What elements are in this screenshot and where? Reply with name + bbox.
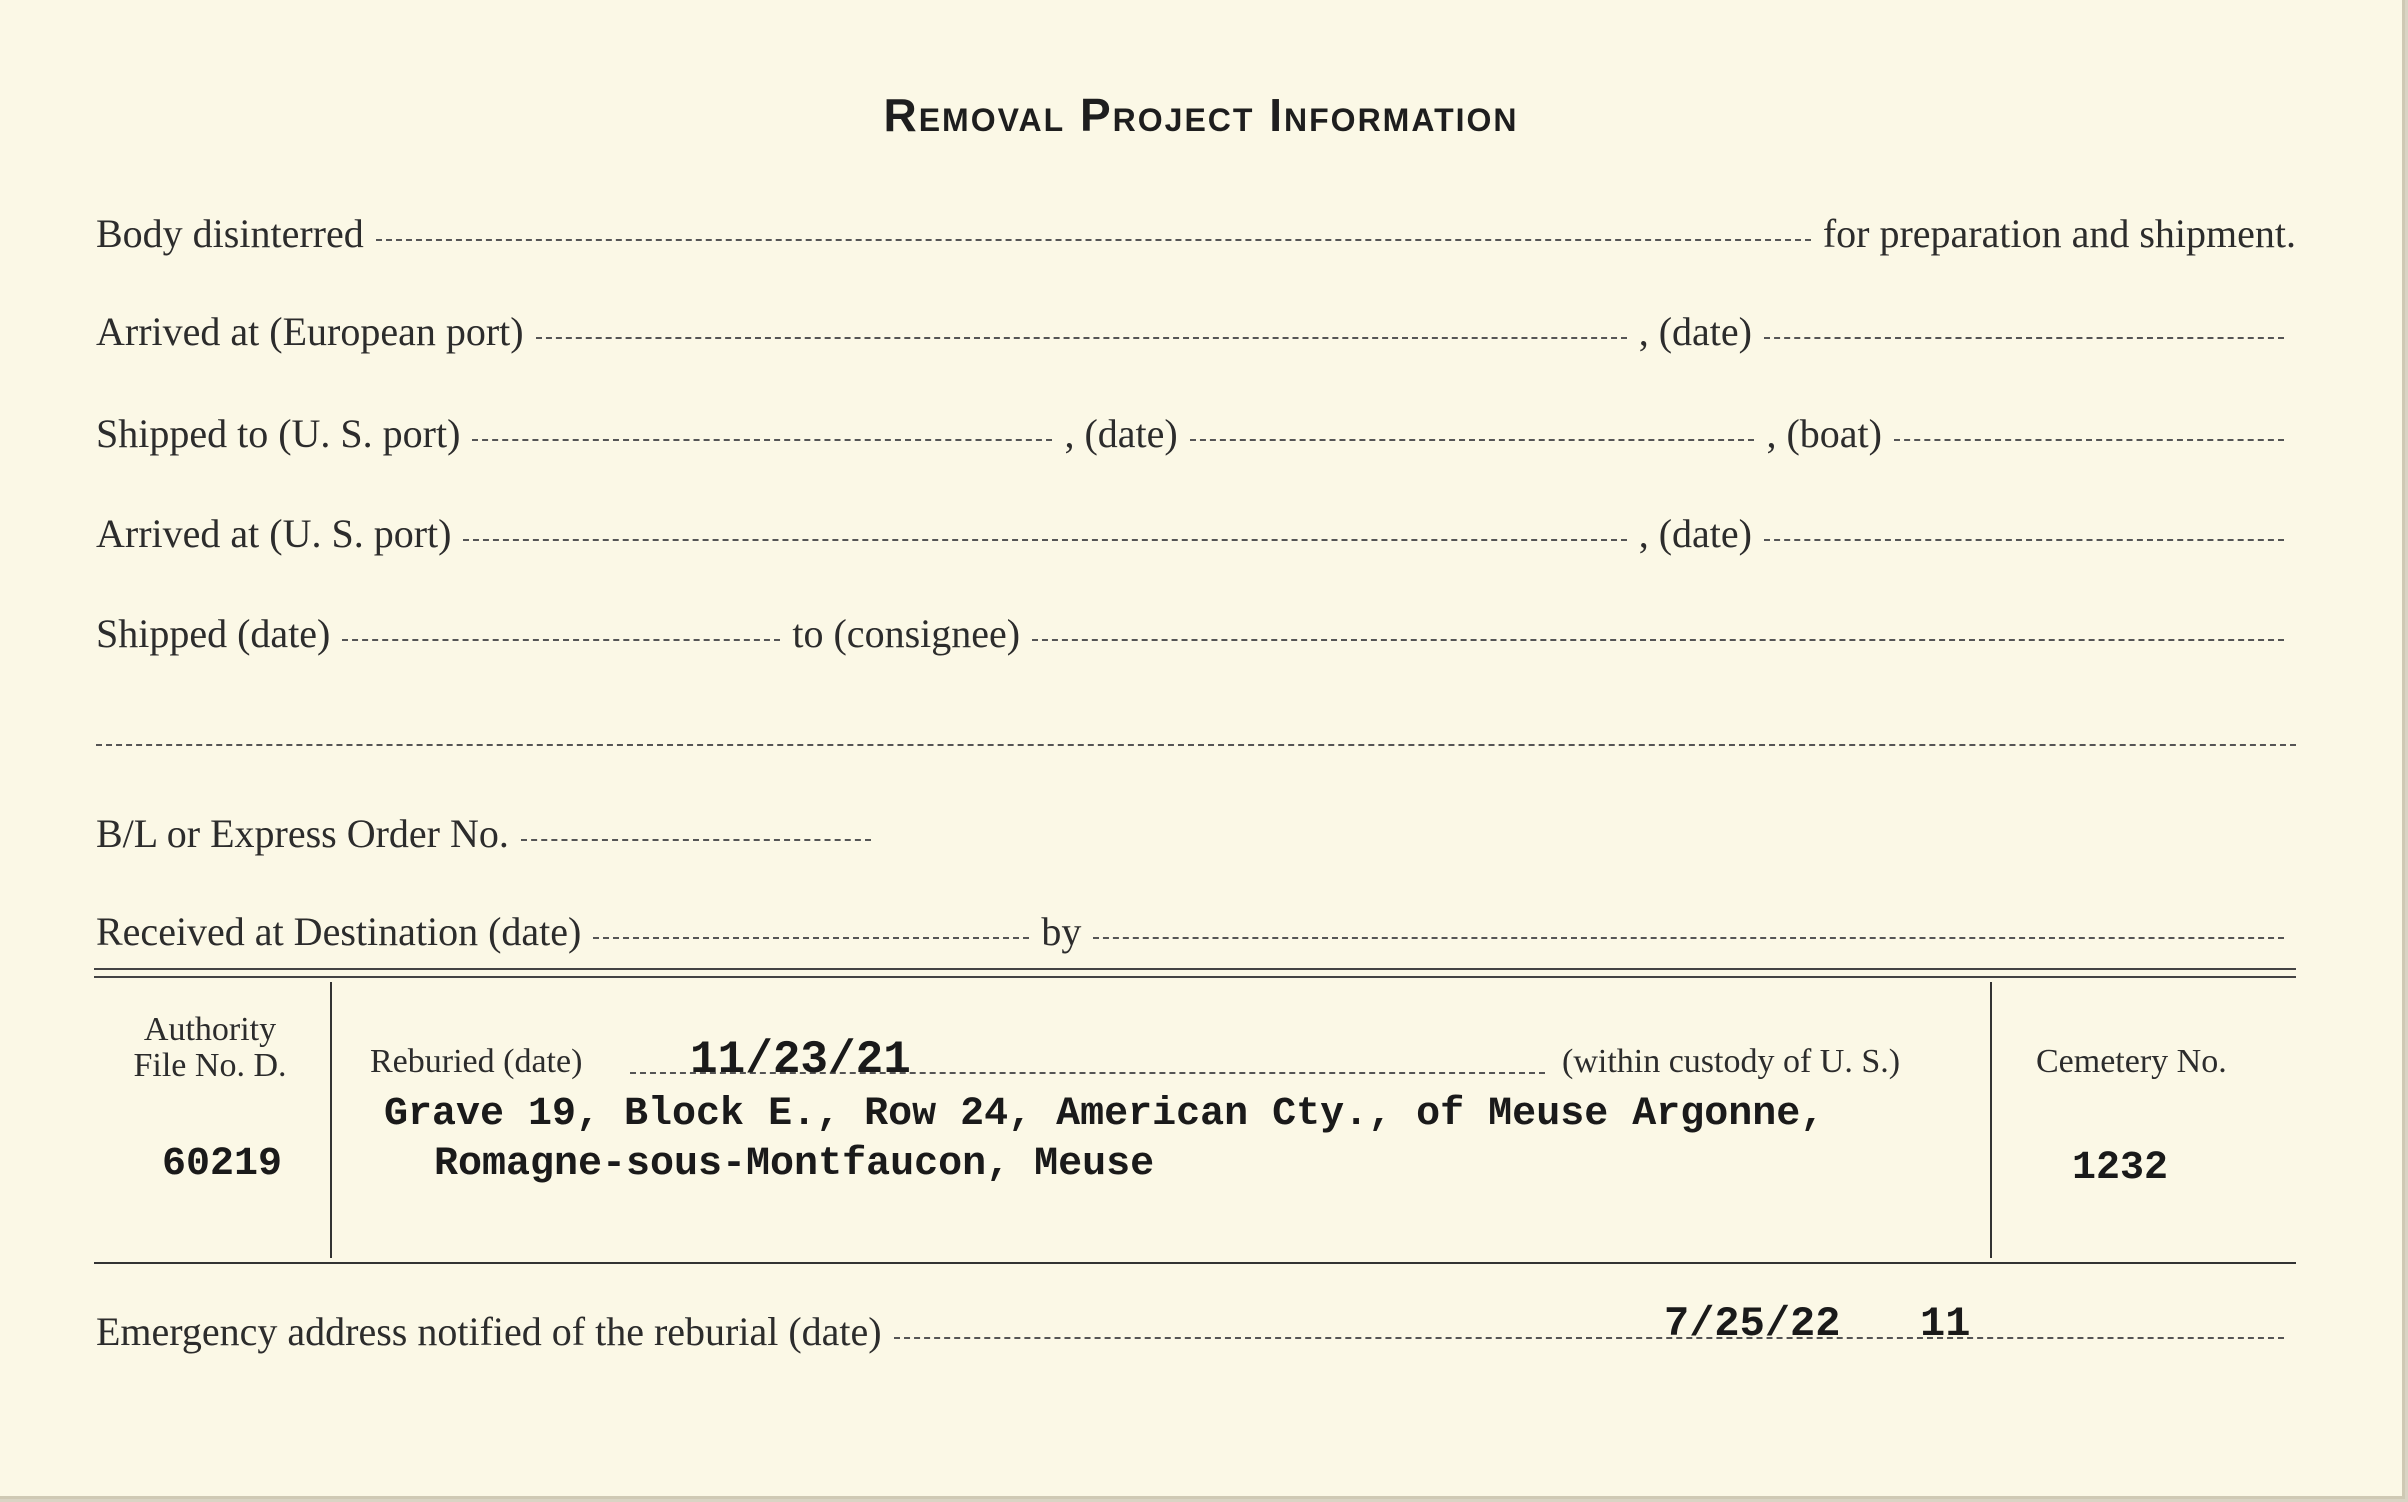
consignee-continuation-line — [96, 744, 2296, 746]
bl-order-label: B/L or Express Order No. — [96, 811, 509, 856]
body-disinterred-suffix: for preparation and shipment. — [1822, 211, 2296, 256]
section-divider — [94, 968, 2296, 978]
custody-label: (within custody of U. S.) — [1562, 1043, 1901, 1080]
bl-order-row — [96, 810, 2296, 857]
emergency-initials: 11 — [1920, 1300, 1971, 1348]
shipped-us-date-label: , (date) — [1064, 411, 1178, 456]
emergency-label: Emergency address notified of the reburial (date) — [96, 1309, 882, 1354]
shipped-us-port-field — [472, 439, 1052, 441]
arrived-european-port-field — [536, 337, 1627, 339]
cemetery-number-label: Cemetery No. — [2036, 1043, 2227, 1080]
authority-label — [100, 1012, 320, 1084]
emergency-date-value: 7/25/22 — [1664, 1300, 1841, 1348]
card-title: Removal Project Information — [883, 89, 1519, 141]
received-date-field — [593, 937, 1029, 939]
arrived-european-date-field — [1764, 337, 2284, 339]
shipped-date-label: Shipped (date) — [96, 611, 331, 656]
shipped-us-boat-label: , (boat) — [1766, 411, 1882, 456]
authority-label-line1: Authority — [143, 1011, 277, 1048]
received-by-label: by — [1041, 909, 1082, 954]
emergency-date-field — [894, 1337, 2284, 1339]
grave-location-line1: Grave 19, Block E., Row 24, American Cty., of Meuse Argonne, — [384, 1092, 1825, 1137]
shipped-date-row — [96, 610, 2296, 657]
reburied-label: Reburied (date) — [370, 1043, 583, 1080]
column-divider-left — [330, 982, 332, 1258]
body-disinterred-row — [96, 210, 2296, 257]
shipped-date-field — [342, 639, 780, 641]
bl-order-field — [521, 839, 871, 841]
shipped-us-row — [96, 410, 2296, 457]
arrived-us-row — [96, 510, 2296, 557]
arrived-european-date-label: , (date) — [1638, 309, 1752, 354]
column-divider-right — [1990, 982, 1992, 1258]
body-disinterred-field — [376, 239, 1811, 241]
consignee-field — [1032, 639, 2284, 641]
shipped-us-date-field — [1190, 439, 1755, 441]
consignee-label: to (consignee) — [792, 611, 1021, 656]
arrived-us-date-label: , (date) — [1638, 511, 1752, 556]
authority-file-number: 60219 — [162, 1142, 283, 1187]
authority-label-line2: File No. D. — [133, 1047, 287, 1084]
arrived-us-port-field — [463, 539, 1626, 541]
received-row — [96, 908, 2296, 955]
arrived-us-label: Arrived at (U. S. port) — [96, 511, 452, 556]
received-by-field — [1093, 937, 2284, 939]
arrived-european-label: Arrived at (European port) — [96, 309, 524, 354]
grave-location-line2: Romagne-sous-Montfaucon, Meuse — [434, 1142, 1155, 1187]
received-label: Received at Destination (date) — [96, 909, 582, 954]
arrived-us-date-field — [1764, 539, 2284, 541]
body-disinterred-label: Body disinterred — [96, 211, 364, 256]
shipped-us-boat-field — [1894, 439, 2284, 441]
reburied-date-value: 11/23/21 — [690, 1034, 911, 1086]
shipped-us-label: Shipped to (U. S. port) — [96, 411, 461, 456]
cemetery-number-value: 1232 — [2072, 1146, 2169, 1191]
box-bottom-rule — [94, 1262, 2296, 1264]
arrived-european-row — [96, 308, 2296, 355]
